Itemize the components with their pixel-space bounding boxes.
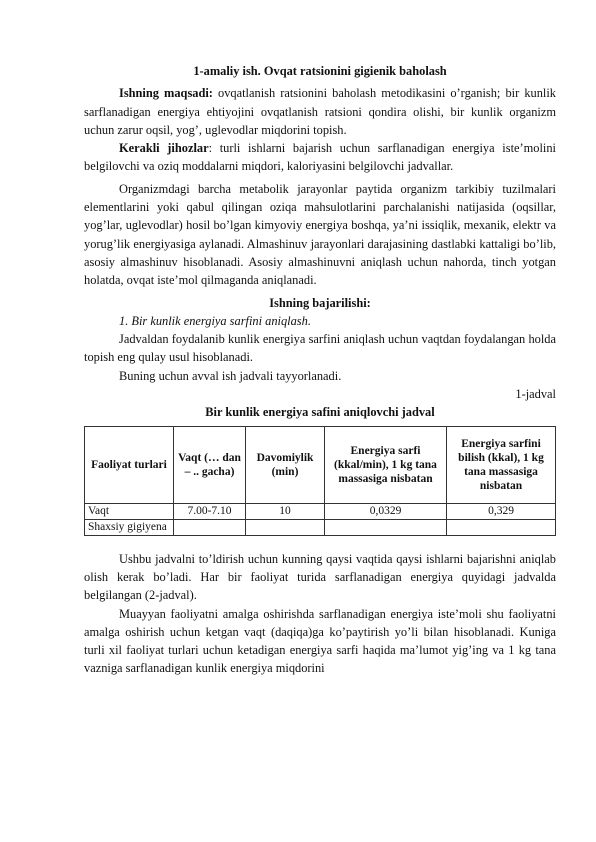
document-content: [84, 62, 556, 678]
table-cell: 7.00-7.10: [174, 503, 246, 519]
table-row: [85, 503, 556, 519]
table-header-row: [85, 426, 556, 503]
table-title: Bir kunlik energiya safini aniqlovchi jadval: [205, 405, 435, 420]
after-table-paragraph-2: Muayyan faoliyatni amalga oshirishda sarflanadigan energiya iste’moli shu faoliyatni amalga oshirish uchun ketgan vaqt (daqiqa)ga ko’paytirish yo’li bilan hisoblanadi. Kuniga turli xil faoliyat turlari uchun ketadigan energiya sarfi haqida ma’lumot yig’ing va 1 kg tana vazniga sarflanadigan kunlik energiya miqdorini: [84, 606, 556, 676]
table-cell: [174, 519, 246, 535]
table-cell: 0,329: [447, 503, 556, 519]
aim-label: Ishning maqsadi:: [119, 86, 213, 101]
tools-text: : turli ishlarni bajarish uchun sarflanadigan energiya iste’molini belgilovchi va oziq moddalarni miqdori, kaloriyasini belgilovchi jadvallar.: [84, 141, 556, 174]
table-cell: [325, 519, 447, 535]
section-heading: Ishning bajarilishi:: [269, 295, 371, 310]
table-cell: Shaxsiy gigiyena: [85, 519, 174, 535]
table-number: 1-jadval: [515, 387, 556, 402]
table-cell: 10: [246, 503, 325, 519]
intro-paragraph: Organizmdagi barcha metabolik jarayonlar paytida organizm tarkibiy tuzilmalari elementlarini yoki qabul qilingan oziqa mahsulotlarini parchalanishi natijasida (oqsillar, yog’lar, uglevodlar) hosil bo’lgan kimyoviy energiya boshqa, ya’ni issiqlik, mexanik, elektr va yorug’lik energiyasiga aylanadi. Almashinuv jarayonlari darajasining dastlabki kattaligi bo’lib, asosiy almashinuv hisoblanadi. Asosiy almashinuvni aniqlash uchun nahorda, tinch yotgan holatda, ovqat iste’mol qilmaganda aniqlanadi.: [84, 181, 556, 288]
table-header-cell: Davomiylik (min): [246, 426, 325, 503]
aim-paragraph: [84, 84, 556, 139]
table-header-cell: Faoliyat turlari: [85, 426, 174, 503]
table-header-cell: Energiya sarfini bilish (kkal), 1 kg tana massasiga nisbatan: [447, 426, 556, 503]
table-cell: [447, 519, 556, 535]
tools-label: Kerakli jihozlar: [119, 141, 209, 156]
table-row: [85, 519, 556, 535]
energy-table: [84, 426, 556, 536]
document-title: 1-amaliy ish. Ovqat ratsionini gigienik baholash: [193, 64, 447, 78]
tools-paragraph: [84, 139, 556, 176]
step1-paragraph-2: Buning uchun avval ish jadvali tayyorlanadi.: [119, 368, 342, 383]
step1-paragraph: Jadvaldan foydalanib kunlik energiya sarfini aniqlash uchun vaqtdan foydalangan holda topish eng qulay usul hisoblanadi.: [84, 332, 556, 365]
table-cell: [246, 519, 325, 535]
after-table-paragraph-1: Ushbu jadvalni to’ldirish uchun kunning qaysi vaqtida qaysi ishlarni bajarishni aniqlab olish kerak bo’ladi. Har bir faoliyat turida sarflanadigan energiya quyidagi jadvalda belgilangan (2-jadval).: [84, 551, 556, 603]
table-header-cell: Energiya sarfi (kkal/min), 1 kg tana massasiga nisbatan: [325, 426, 447, 503]
table-header-cell: Vaqt (… dan – .. gacha): [174, 426, 246, 503]
table-cell: 0,0329: [325, 503, 447, 519]
table-cell: Vaqt: [85, 503, 174, 519]
aim-text: ovqatlanish ratsionini baholash metodikasini o’rganish; bir kunlik sarflanadigan energiya ehtiyojini ovqatlanish ratsioni qondira olishi, bir kunlik organizm uchun zarur oqsil, yog’, uglevodlar miqdorini topish.: [84, 86, 556, 137]
step1-heading: 1. Bir kunlik energiya sarfini aniqlash.: [119, 313, 311, 328]
